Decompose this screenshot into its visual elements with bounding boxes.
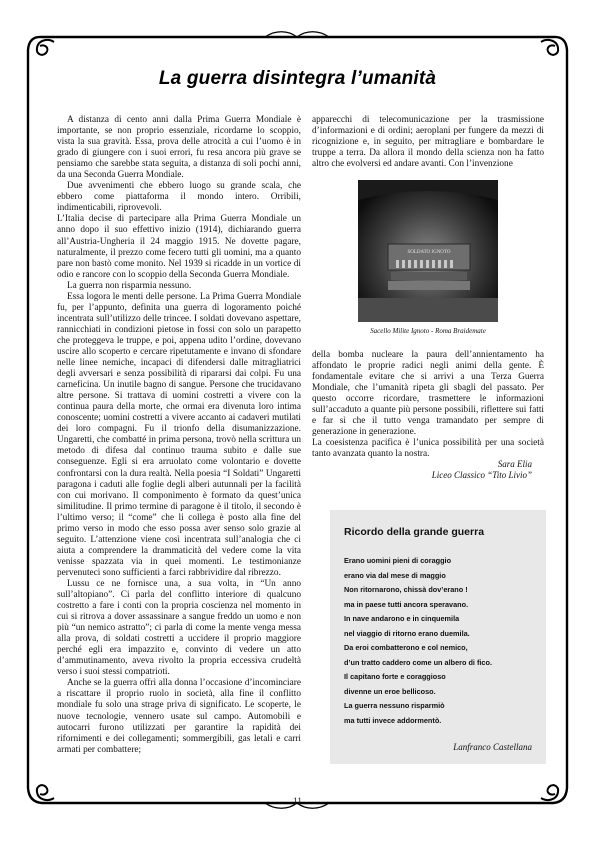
poem-line: Non ritornarono, chissà dov’erano ! [344,585,468,594]
paragraph-5: Essa logora le menti delle persone. La Prima Guerra Mondiale fu, per l’appunto, definita una guerra di logoramento poiché incentrata sull’utilizzo delle trincee. I soldati dovevano aspettare, rannicchiati in condizioni pietose in fossi con solo un parapetto che proteggeva le truppe, e poi, appena udito l’ordine, dovevano uscire allo scoperto e cercare ripetutamente e invano di sfondare nelle linee nemiche, incapaci di difendersi dalle mitragliatrici degli avversari e senza possibilità di ripararsi dai colpi. Fu una carneficina. Un inutile bagno di sangue. Persone che trucidavano altre persone. Si trattava di uomini costretti a vivere con la continua paura della morte, che ormai era divenuta loro intima conoscente; uomini costretti a vivere accanto ai cadaveri mutilati dei loro compagni. Fu il trionfo della disumanizzazione. Ungaretti, che combatté in prima persona, trovò nella scrittura un metodo di difesa dal continuo trauma subito e dalle sue conseguenze. Egli si era arruolato come volontario e dovette confrontarsi con la dura realtà. Nella poesia “I Soldati” Ungaretti paragona i caduti alle foglie degli alberi autunnali per la facilità con cui morivano. Il componimento è formato da quest’unica similitudine. Il primo termine di paragone è il titolo, il secondo è l’ultimo verso; il “come” che li collega è posto alla fine del primo verso in modo che esso possa aver senso solo grazie al seguito. L’attenzione viene così incentrata sull’analogia che ci aiuta a comprendere la drammaticità del vedere come la vita venisse spazzata via in quei momenti. Le testimonianze pervenuteci sono sufficienti a farci rabbrividire dal ribrezzo. [57,291,301,578]
paragraph-2: Due avvenimenti che ebbero luogo su grande scala, che ebbero come piattaforma il mondo intero. Orribili, indimenticabili, riprovevoli. [57,181,301,214]
paragraph-7: Anche se la guerra offrì alla donna l’occasione d’incominciare a riscattare il proprio ruolo in società, alla fine il conflitto mondiale fu solo una strage priva di significato. Le scoperte, le nuove tecnologie, vennero usate sul campo. Automobili e autocarri furono utilizzati per garantire la rapidità dei rifornimenti e dei collegamenti; sommergibili, gas letali e carri armati per combattere; [57,678,301,755]
right-column-bottom [312,350,544,460]
poem-line: nel viaggio di ritorno erano duemila. [344,628,470,638]
paragraph-right-top: apparecchi di telecomunicazione per la trasmissione d’informazioni e di ordini; aeroplani per fungere da mezzi di ricognizione e, in seguito, per mitragliare e bombardare le truppe a terra. Da allora il mondo della scienza non ha fatto altro che evolversi ed andare avanti. Con l’invenzione [312,115,544,170]
author-school: Liceo Classico “Tito Livio” [431,470,532,480]
poem-line: d’un tratto caddero come un albero di fico. [344,657,492,667]
paragraph-4: La guerra non risparmia nessuno. [67,280,192,291]
paragraph-1: A distanza di cento anni dalla Prima Guerra Mondiale è importante, se non proprio essenziale, ricordarne lo scoppio, vista la sua gravità. Essa, prova delle atrocità a cui l’uomo è in grado di giungere con i suoi errori, fu resa ancora più grave se pensiamo che sarebbe stata seguita, a distanza di soli pochi anni, da una Seconda Guerra Mondiale. [57,115,301,181]
poem-line: divenne un eroe bellicoso. [344,686,436,696]
poem-line: Da eroi combatterono e col nemico, [344,643,468,652]
photo-caption: Sacello Milite Ignoto - Roma Braidemate [370,327,486,335]
paragraph-right-2: La coesistenza pacifica è l’unica possibilità per una società tanto avanzata quanto la nostra. [312,438,544,460]
poem-line: La guerra nessuno risparmiò [344,701,445,710]
poem-line: Il capitano forte e coraggioso [344,672,446,681]
poem-title: Ricordo della grande guerra [344,526,485,538]
monument-photo [358,180,498,322]
monument-inscription: SOLDATO IGNOTO [407,250,451,255]
poem-line: In nave andarono e in cinquemila [344,614,460,623]
page-number: 11 [293,796,302,806]
poem-line: ma in paese tutti ancora speravano. [344,599,469,609]
poem-box [330,510,546,764]
poem-line: erano via dal mese di maggio [344,570,446,580]
poem-lines [344,554,492,728]
left-column [57,115,301,756]
poem-author: Lanfranco Castellana [453,742,532,752]
paragraph-3: L’Italia decise di partecipare alla Prima Guerra Mondiale un anno dopo il suo effettivo inizio (1914), dichiarando guerra all’Austria-Ungheria il 24 maggio 1915. Ne dovette pagare, naturalmente, il prezzo come fecero tutti gli uomini, ma a quanto pare non bastò come monito. Nel 1939 si ricadde in un vortice di odio e rancore con lo scoppio della Seconda Guerra Mondiale. [57,214,301,280]
author-name: Sara Elia [497,459,532,469]
article-title: La guerra disintegra l’umanità [158,68,437,89]
author-signature [312,459,544,481]
poem-line: ma tutti invece addormentò. [344,715,442,725]
paragraph-right-1: della bomba nucleare la paura dell’annientamento ha affondato le proprie radici negli animi della gente. È fondamentale evitare che si arrivi a una Terza Guerra Mondiale, che l’umanità ripeta gli sbagli del passato. Per questo occorre ricordare, trasmettere le informazioni sull’accaduto a quante più persone possibili, riflettere sui fatti e far sì che il tutto venga tramandato per sempre di generazione in generazione. [312,350,544,438]
paragraph-6: Lussu ce ne fornisce una, a sua volta, in “Un anno sull’altopiano”. Ci parla del conflitto interiore di qualcuno costretto a fare i conti con la propria coscienza nel momento in cui si ritrova a dover assassinare a sangue freddo un uomo e non più “un nemico astratto”; ci parla di come la mente venga messa alla prova, di soldati costretti a uccidere il proprio maggiore perché egli era impazzito e, convinto di vedere un atto d’ammutinamento, aveva rivolto la propria eccessiva crudeltà verso i suoi stessi compatrioti. [57,578,301,678]
right-column-top [312,115,544,170]
poem-line: Erano uomini pieni di coraggio [344,556,452,565]
